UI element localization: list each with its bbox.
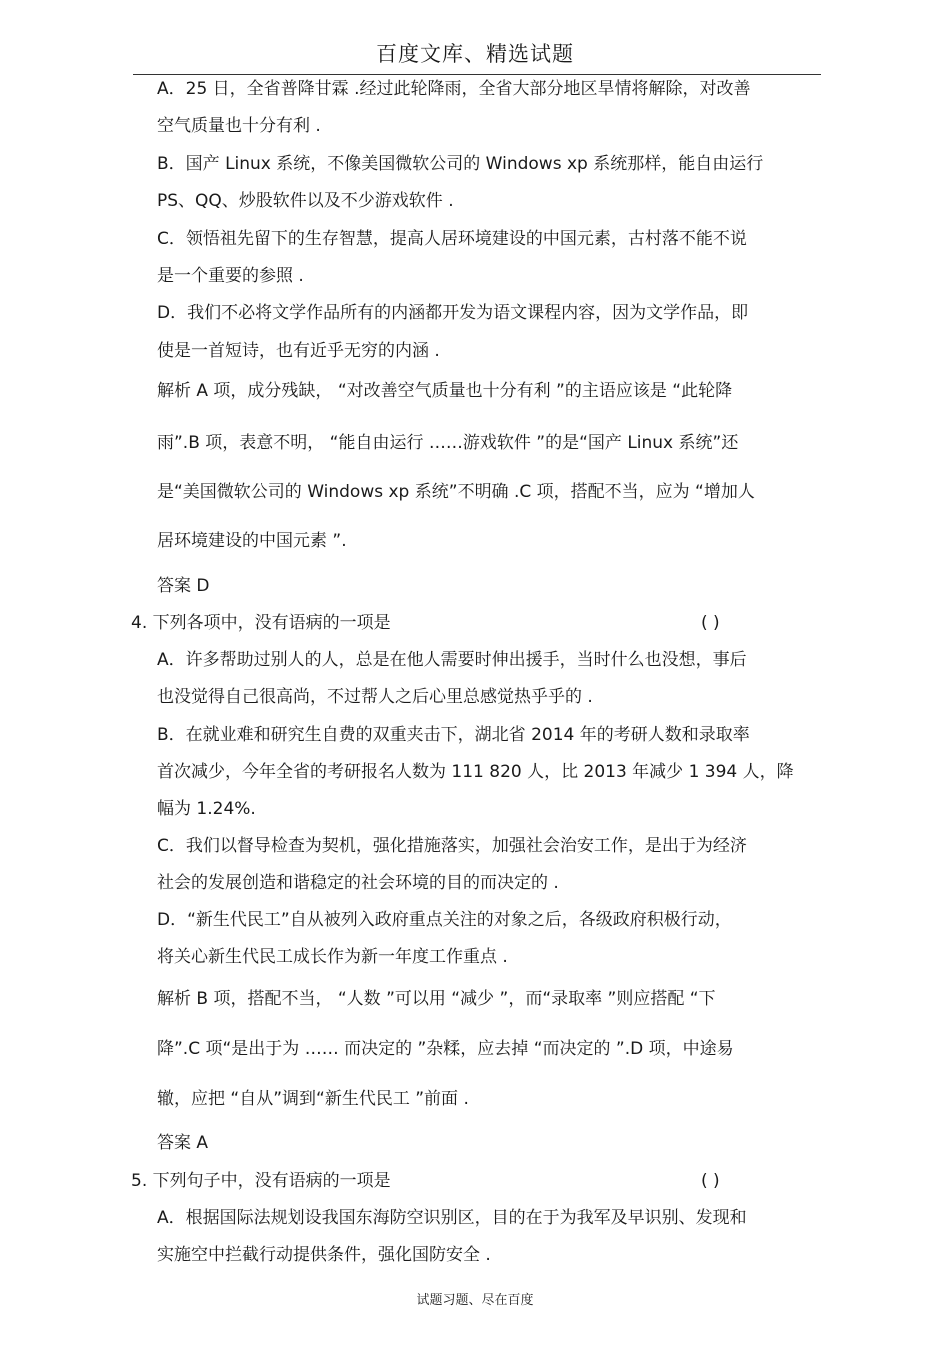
q4-option-b-line2: 首次减少，今年全省的考研报名人数为 111 820 人，比 2013 年减少 1 394 人，降 [157, 762, 794, 782]
q5-option-a-line2: 实施空中拦截行动提供条件，强化国防安全 . [157, 1245, 491, 1265]
q4-option-d-line1: D．“新生代民工”自从被列入政府重点关注的对象之后，各级政府积极行动， [157, 910, 732, 930]
q3-option-c-line2: 是一个重要的参照 . [157, 266, 304, 286]
q5-stem: 5. 下列句子中，没有语病的一项是 [131, 1171, 391, 1191]
q4-analysis-line1: 解析 B 项，搭配不当， “人数 ”可以用 “减少 ”，而“录取率 ”则应搭配 “下 [157, 989, 716, 1009]
q4-option-c-line1: C．我们以督导检查为契机，强化措施落实，加强社会治安工作，是出于为经济 [157, 836, 747, 856]
q3-option-d-line2: 使是一首短诗，也有近乎无穷的内涵 . [157, 341, 440, 361]
q3-option-c-line1: C．领悟祖先留下的生存智慧，提高人居环境建设的中国元素，古村落不能不说 [157, 229, 747, 249]
q4-option-b-line3: 幅为 1.24%. [157, 799, 256, 819]
q3-option-a-line2: 空气质量也十分有利 . [157, 116, 321, 136]
q4-option-a-line1: A．许多帮助过别人的人，总是在他人需要时伸出援手，当时什么也没想，事后 [157, 650, 747, 670]
q4-answer: 答案 A [157, 1133, 209, 1153]
q3-analysis-line2: 雨”.B 项，表意不明， “能自由运行 ……游戏软件 ”的是“国产 Linux 系统”还 [157, 433, 739, 453]
q4-stem: 4. 下列各项中，没有语病的一项是 [131, 613, 391, 633]
q4-analysis-line3: 辙，应把 “自从”调到“新生代民工 ”前面 . [157, 1089, 469, 1109]
q4-answer-blank: ( ) [701, 613, 720, 633]
q3-option-b-line1: B．国产 Linux 系统，不像美国微软公司的 Windows xp 系统那样，能自由运行 [157, 154, 764, 174]
page-header-title: 百度文库、精选试题 [376, 42, 574, 66]
q3-answer: 答案 D [157, 576, 210, 596]
q3-analysis-line4: 居环境建设的中国元素 ”. [157, 531, 347, 551]
q4-option-c-line2: 社会的发展创造和谐稳定的社会环境的目的而决定的 . [157, 873, 559, 893]
q3-option-d-line1: D．我们不必将文学作品所有的内涵都开发为语文课程内容，因为文学作品，即 [157, 303, 749, 323]
q4-option-a-line2: 也没觉得自己很高尚，不过帮人之后心里总感觉热乎乎的 . [157, 687, 593, 707]
q4-option-d-line2: 将关心新生代民工成长作为新一年度工作重点 . [157, 947, 508, 967]
q3-analysis-line1: 解析 A 项，成分残缺， “对改善空气质量也十分有利 ”的主语应该是 “此轮降 [157, 381, 733, 401]
header-divider [133, 74, 821, 75]
q5-answer-blank: ( ) [701, 1171, 720, 1191]
q5-option-a-line1: A．根据国际法规划设我国东海防空识别区，目的在于为我军及早识别、发现和 [157, 1208, 747, 1228]
q4-option-b-line1: B．在就业难和研究生自费的双重夹击下，湖北省 2014 年的考研人数和录取率 [157, 725, 750, 745]
q4-analysis-line2: 降”.C 项“是出于为 …… 而决定的 ”杂糅，应去掉 “而决定的 ”.D 项，中途易 [157, 1039, 734, 1059]
q3-option-b-line2: PS、QQ、炒股软件以及不少游戏软件 . [157, 191, 454, 211]
page-footer: 试题习题、尽在百度 [416, 1293, 534, 1308]
q3-analysis-line3: 是“美国微软公司的 Windows xp 系统”不明确 .C 项，搭配不当，应为 “增加人 [157, 482, 755, 502]
q3-option-a-line1: A．25 日，全省普降甘霖 .经过此轮降雨，全省大部分地区旱情将解除，对改善 [157, 79, 751, 99]
